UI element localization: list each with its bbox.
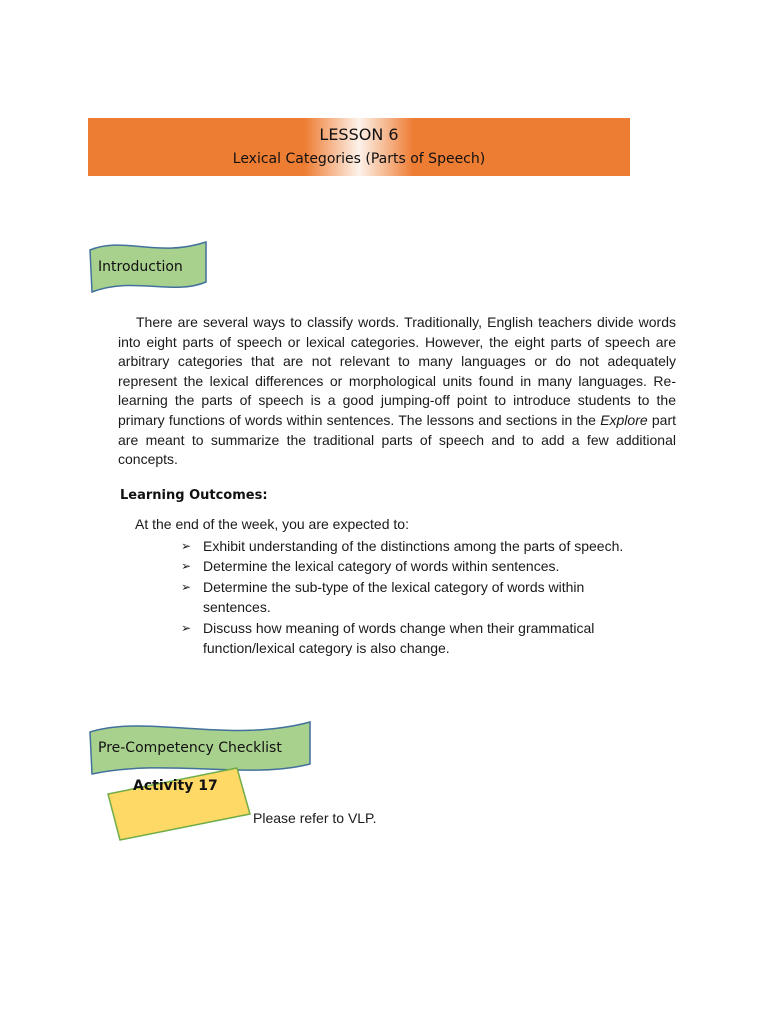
- learning-outcomes-lead: At the end of the week, you are expected to:: [135, 516, 409, 532]
- arrow-bullet-icon: ➢: [181, 579, 192, 594]
- arrow-bullet-icon: ➢: [181, 539, 192, 553]
- introduction-heading: Introduction: [98, 259, 183, 275]
- refer-instruction: Please refer to VLP.: [253, 810, 377, 826]
- learning-outcomes-heading: Learning Outcomes:: [120, 488, 268, 503]
- list-item: ➢ Discuss how meaning of words change when their grammatical function/lexical category is also change.: [181, 619, 595, 657]
- lesson-subtitle: Lexical Categories (Parts of Speech): [232, 151, 486, 167]
- arrow-bullet-icon: ➢: [181, 620, 192, 635]
- lesson-title: LESSON 6: [319, 125, 399, 144]
- lesson-banner: [88, 118, 630, 176]
- learning-outcomes-list: [181, 536, 651, 658]
- list-item: ➢ Determine the lexical category of words within sentences.: [181, 556, 651, 576]
- list-item: ➢ Determine the sub-type of the lexical category of words within sentences.: [181, 578, 585, 616]
- arrow-bullet-icon: ➢: [181, 559, 192, 574]
- explore-emphasis: Explore: [600, 411, 648, 428]
- introduction-paragraph: There are several ways to classify words. Traditionally, English teachers divide words into eight parts of speech or lexical categories. However, the eight parts of speech are arbitrary categories that are not relevant to many languages or do not adequately represent the lexical differences or morphological units found in many languages. Re-learning the parts of speech is a good jumping-off point to introduce students to the primary functions of words within sentences. The lessons and sections in the Explore part are meant to summarize the traditional parts of speech and to add a few additional concepts.: [118, 314, 676, 468]
- list-item: ➢ Exhibit understanding of the distinctions among the parts of speech.: [181, 536, 651, 556]
- activity-tag: [100, 762, 260, 846]
- activity-label: Activity 17: [133, 778, 218, 794]
- checklist-heading: Pre-Competency Checklist: [98, 740, 282, 756]
